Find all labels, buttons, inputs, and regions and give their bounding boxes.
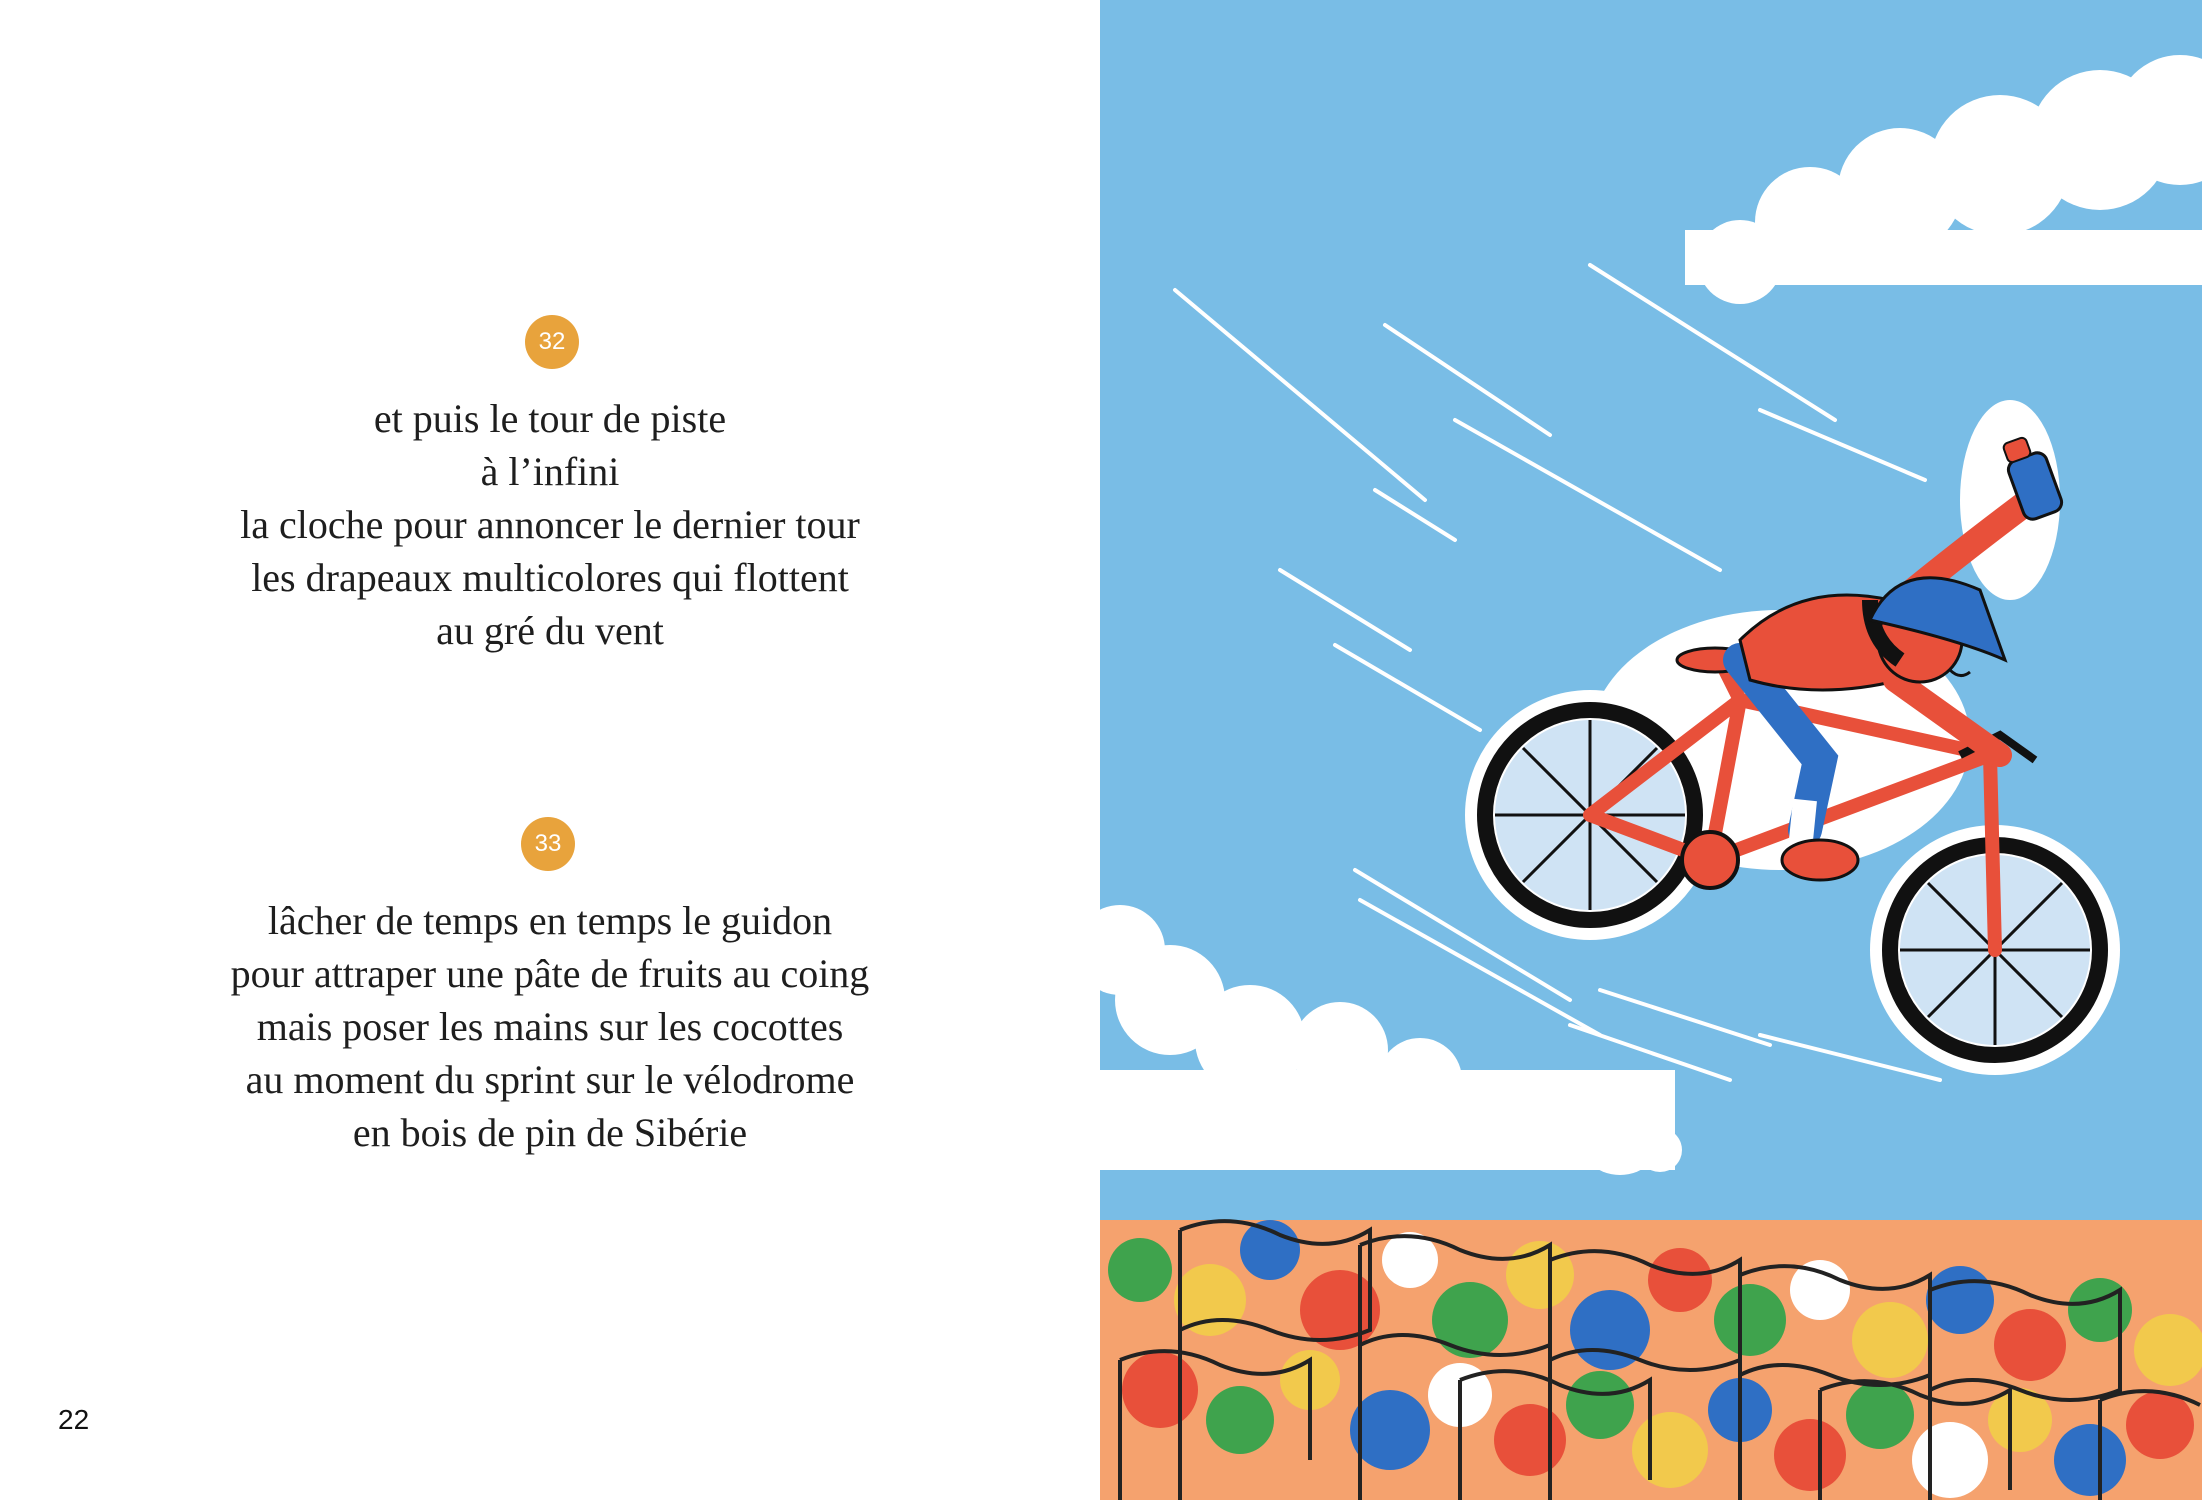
- shoe: [1782, 840, 1858, 880]
- poem-line: pour attraper une pâte de fruits au coing: [230, 951, 870, 996]
- page-number: 22: [58, 1404, 90, 1435]
- illustration-canvas: [1100, 0, 2202, 1500]
- poem-line: à l’infini: [480, 449, 620, 494]
- left-page: [0, 0, 1100, 1500]
- poem-line: la cloche pour annoncer le dernier tour: [240, 502, 860, 547]
- poem-line: au gré du vent: [436, 608, 664, 653]
- cyclist-illustration: [1100, 0, 2202, 1500]
- poem-line: les drapeaux multicolores qui flottent: [251, 555, 849, 600]
- poem-stanza-33: [150, 894, 950, 1159]
- poem-line: au moment du sprint sur le vélodrome: [245, 1057, 855, 1102]
- flag-crowd: [1100, 1220, 2202, 1500]
- chainring: [1682, 832, 1738, 888]
- poem-line: mais poser les mains sur les cocottes: [256, 1004, 844, 1049]
- section-number-badge: 33: [521, 817, 575, 871]
- section-number-badge: 32: [525, 315, 579, 369]
- poem-line: lâcher de temps en temps le guidon: [267, 898, 833, 943]
- poem-line: et puis le tour de piste: [373, 396, 727, 441]
- poem-stanza-32: [150, 392, 950, 657]
- poem-line: en bois de pin de Sibérie: [352, 1110, 748, 1155]
